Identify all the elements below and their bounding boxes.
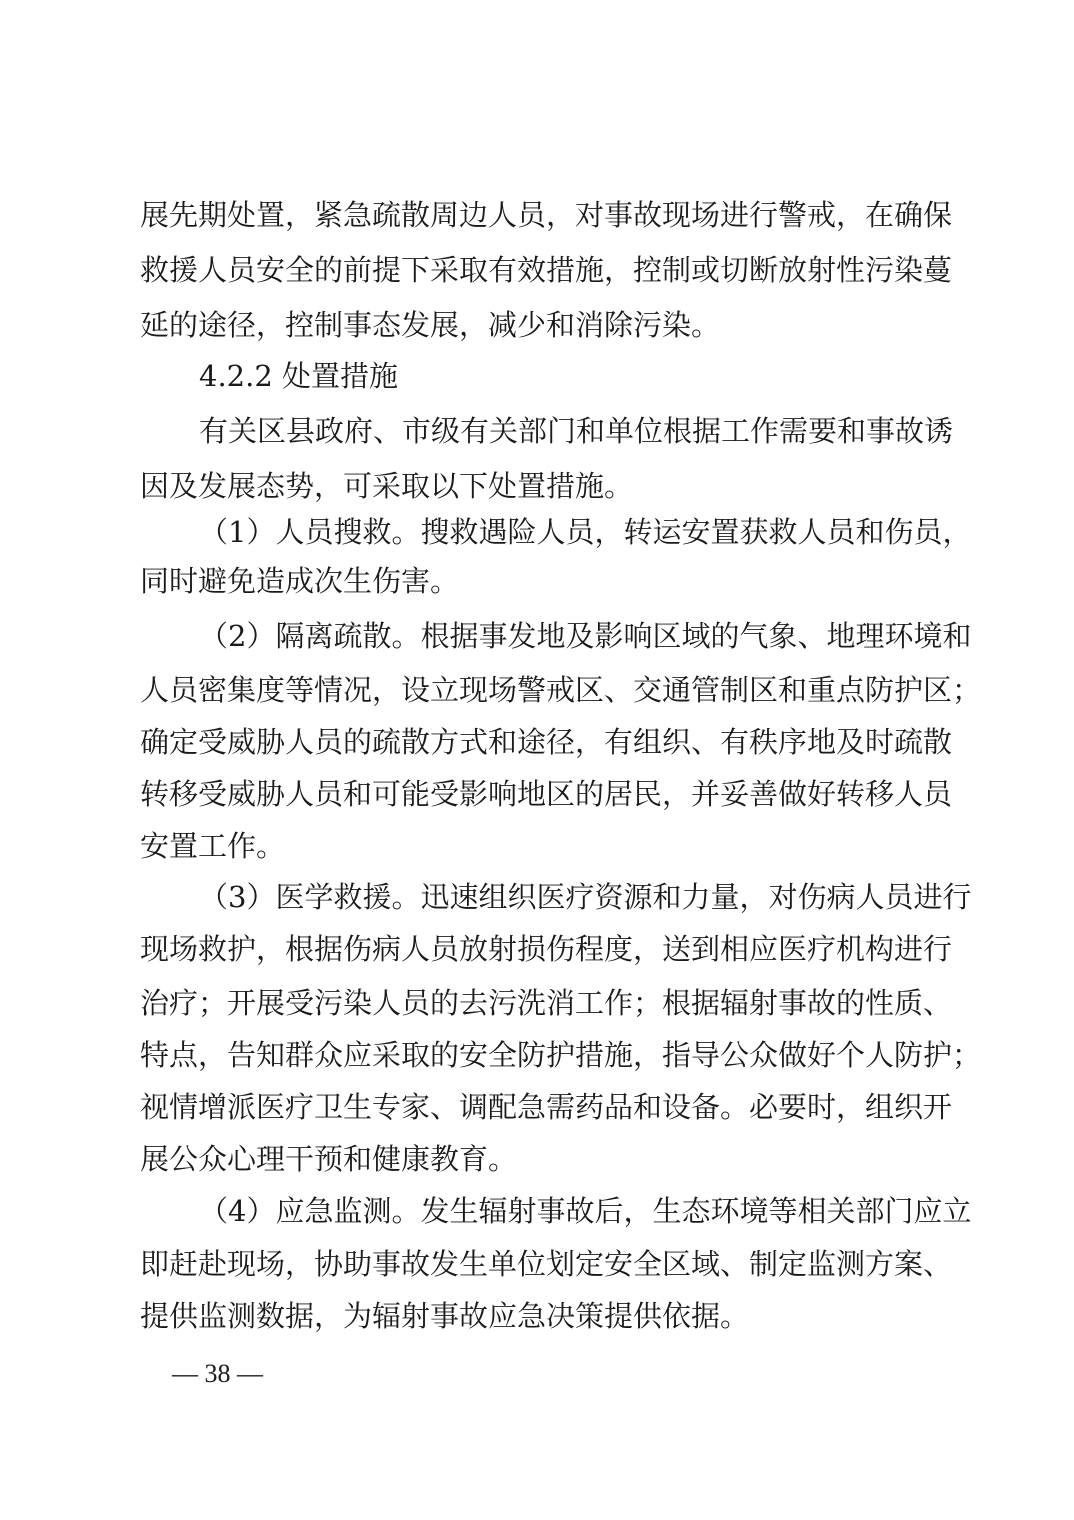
list-item-line: （2）隔离疏散。根据事发地及影响区域的气象、地理环境和 [199,619,972,653]
section-heading: 4.2.2 处置措施 [199,359,399,393]
list-item-line: （3）医学救援。迅速组织医疗资源和力量，对伤病人员进行 [199,880,972,914]
paragraph-line: 有关区县政府、市级有关部门和单位根据工作需要和事故诱 [199,414,954,448]
list-item-line: 治疗；开展受污染人员的去污洗消工作；根据辐射事故的性质、 [140,986,953,1020]
list-item-line: 安置工作。 [140,829,286,863]
list-item-line: 即赶赴现场，协助事故发生单位划定安全区域、制定监测方案、 [140,1247,953,1281]
list-item-line: 提供监测数据，为辐射事故应急决策提供依据。 [140,1299,750,1333]
paragraph-line: 救援人员安全的前提下采取有效措施，控制或切断放射性污染蔓 [140,253,953,287]
list-item-line: 人员密集度等情况，设立现场警戒区、交通管制区和重点防护区； [140,673,982,707]
list-item-line: 转移受威胁人员和可能受影响地区的居民，并妥善做好转移人员 [140,777,953,811]
list-item-line: 确定受威胁人员的疏散方式和途径，有组织、有秩序地及时疏散 [140,725,953,759]
list-item-line: 视情增派医疗卫生专家、调配急需药品和设备。必要时，组织开 [140,1090,953,1124]
list-item-line: 同时避免造成次生伤害。 [140,564,460,598]
list-item-line: 特点，告知群众应采取的安全防护措施，指导公众做好个人防护； [140,1038,982,1072]
list-item-line: （4）应急监测。发生辐射事故后，生态环境等相关部门应立 [199,1194,972,1228]
page-number: — 38 — [172,1359,263,1388]
paragraph-line: 因及发展态势，可采取以下处置措施。 [140,469,634,503]
list-item-line: （1）人员搜救。搜救遇险人员，转运安置获救人员和伤员， [199,515,972,549]
list-item-line: 现场救护，根据伤病人员放射损伤程度，送到相应医疗机构进行 [140,932,953,966]
paragraph-line: 展先期处置，紧急疏散周边人员，对事故现场进行警戒，在确保 [140,198,953,232]
paragraph-line: 延的途径，控制事态发展，减少和消除污染。 [140,308,721,342]
list-item-line: 展公众心理干预和健康教育。 [140,1142,518,1176]
